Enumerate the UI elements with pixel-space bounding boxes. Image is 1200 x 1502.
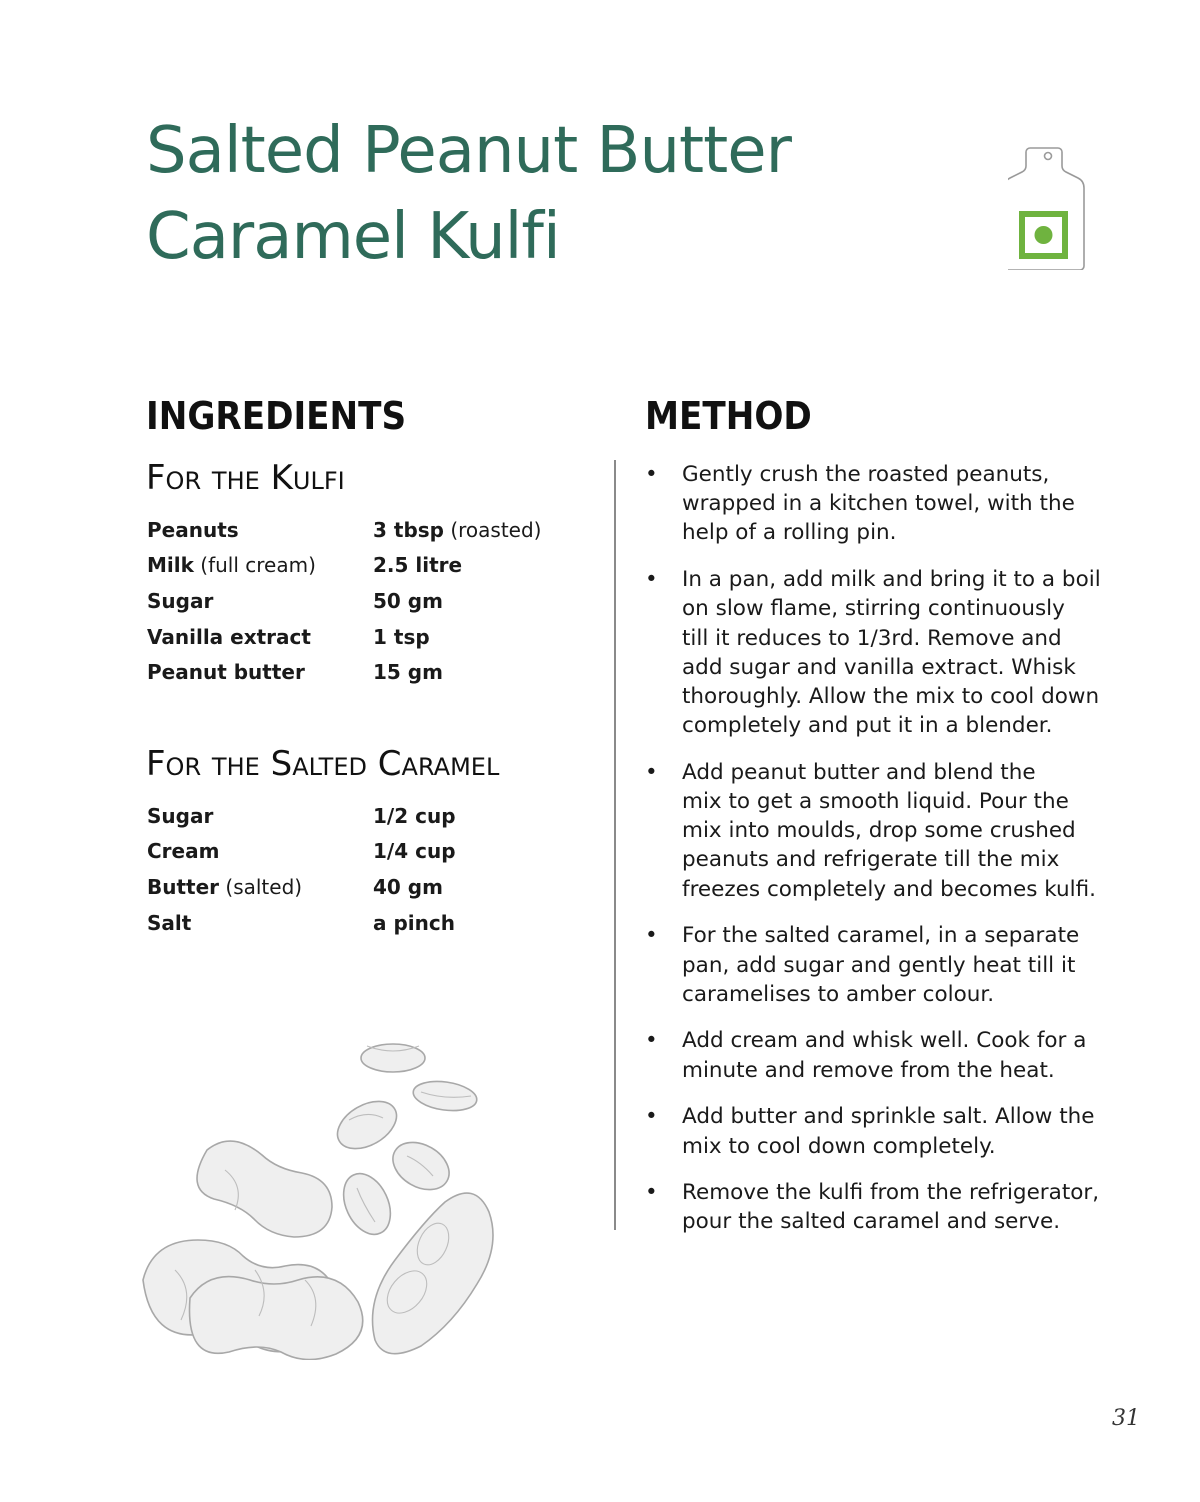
bullet: •: [645, 1180, 658, 1206]
step-line: Add peanut butter and blend the: [682, 759, 1036, 785]
ingredient-name: Salt: [147, 910, 192, 935]
step-line: mix into moulds, drop some crushed: [682, 818, 1076, 844]
ingredient-name: Peanuts: [147, 517, 239, 542]
method-step: [645, 921, 1105, 1009]
ingredient-name: Sugar: [147, 588, 214, 613]
recipe-title-line-2: Caramel Kulfi: [146, 200, 560, 274]
column-divider: [614, 460, 616, 1230]
ingredient-row: [147, 834, 567, 870]
step-line: pour the salted caramel and serve.: [682, 1209, 1061, 1235]
page-number: 31: [1112, 1406, 1140, 1431]
step-line: Add cream and whisk well. Cook for a: [682, 1028, 1087, 1054]
step-line: For the salted caramel, in a separate: [682, 923, 1080, 949]
ingredient-quantity-note: (roasted): [443, 517, 542, 542]
peanuts-illustration: [135, 1030, 495, 1360]
recipe-title: [146, 108, 846, 280]
step-line: wrapped in a kitchen towel, with the: [682, 491, 1075, 517]
method-step: [645, 1026, 1105, 1084]
step-line: Gently crush the roasted peanuts,: [682, 462, 1050, 487]
kulfi-ingredients-table: [147, 512, 567, 690]
step-line: completely and put it in a blender.: [682, 713, 1053, 739]
bullet: •: [645, 1104, 658, 1130]
ingredients-heading: INGREDIENTS: [146, 394, 407, 438]
ingredient-quantity: 3 tbsp: [373, 517, 444, 542]
step-line: mix to cool down completely.: [682, 1133, 996, 1159]
step-line: add sugar and vanilla extract. Whisk: [682, 654, 1076, 680]
bullet: •: [645, 567, 658, 593]
recipe-title-line-1: Salted Peanut Butter: [146, 114, 791, 188]
step-line: minute and remove from the heat.: [682, 1057, 1055, 1083]
ingredient-quantity: 50 gm: [373, 588, 443, 613]
method-step: [645, 565, 1105, 740]
ingredient-name: Sugar: [147, 803, 214, 828]
ingredient-quantity: 1/2 cup: [373, 803, 456, 828]
ingredient-quantity: a pinch: [373, 910, 455, 935]
method-step: [645, 758, 1105, 904]
method-step: [645, 460, 1105, 548]
ingredient-quantity: 1 tsp: [373, 624, 430, 649]
step-line: In a pan, add milk and bring it to a boil: [682, 567, 1101, 593]
ingredient-quantity: 2.5 litre: [373, 553, 463, 578]
ingredient-name: Vanilla extract: [147, 624, 311, 649]
method-step: [645, 1178, 1105, 1236]
bullet: •: [645, 1028, 658, 1054]
chopping-board-veg-icon: [1008, 144, 1088, 270]
kulfi-subheading: For the Kulfi: [146, 458, 345, 498]
step-line: on slow flame, stirring continuously: [682, 596, 1065, 622]
step-line: thoroughly. Allow the mix to cool down: [682, 683, 1100, 709]
ingredient-name: Butter: [147, 874, 220, 899]
ingredient-row: [147, 905, 567, 941]
ingredient-quantity: 15 gm: [373, 660, 443, 685]
ingredient-quantity: 40 gm: [373, 874, 443, 899]
step-line: till it reduces to 1/3rd. Remove and: [682, 625, 1062, 651]
ingredient-note: (full cream): [193, 553, 316, 578]
ingredient-name: Cream: [147, 839, 220, 864]
ingredient-quantity: 1/4 cup: [373, 839, 456, 864]
method-heading: METHOD: [645, 394, 812, 438]
ingredient-row: [147, 798, 567, 834]
caramel-ingredients-table: [147, 798, 567, 940]
step-line: caramelises to amber colour.: [682, 981, 995, 1007]
ingredient-name: Peanut butter: [147, 660, 305, 685]
step-line: help of a rolling pin.: [682, 520, 897, 546]
step-line: pan, add sugar and gently heat till it: [682, 952, 1076, 978]
bullet: •: [645, 923, 658, 949]
step-line: Remove the kulfi from the refrigerator,: [682, 1180, 1100, 1206]
ingredient-row: [147, 869, 567, 905]
step-line: Add butter and sprinkle salt. Allow the: [682, 1104, 1095, 1130]
caramel-subheading: For the Salted Caramel: [146, 744, 500, 784]
ingredient-row: [147, 654, 567, 690]
ingredient-row: [147, 583, 567, 619]
method-step: [645, 1102, 1105, 1160]
step-line: mix to get a smooth liquid. Pour the: [682, 789, 1069, 815]
ingredient-row: [147, 619, 567, 655]
ingredient-name: Milk: [147, 553, 194, 578]
ingredient-note: (salted): [219, 874, 303, 899]
method-steps: [645, 460, 1105, 1254]
step-line: freezes completely and becomes kulfi.: [682, 876, 1097, 902]
ingredient-row: [147, 548, 567, 584]
step-line: peanuts and refrigerate till the mix: [682, 847, 1060, 873]
ingredient-row: [147, 512, 567, 548]
bullet: •: [645, 462, 658, 487]
bullet: •: [645, 759, 658, 785]
